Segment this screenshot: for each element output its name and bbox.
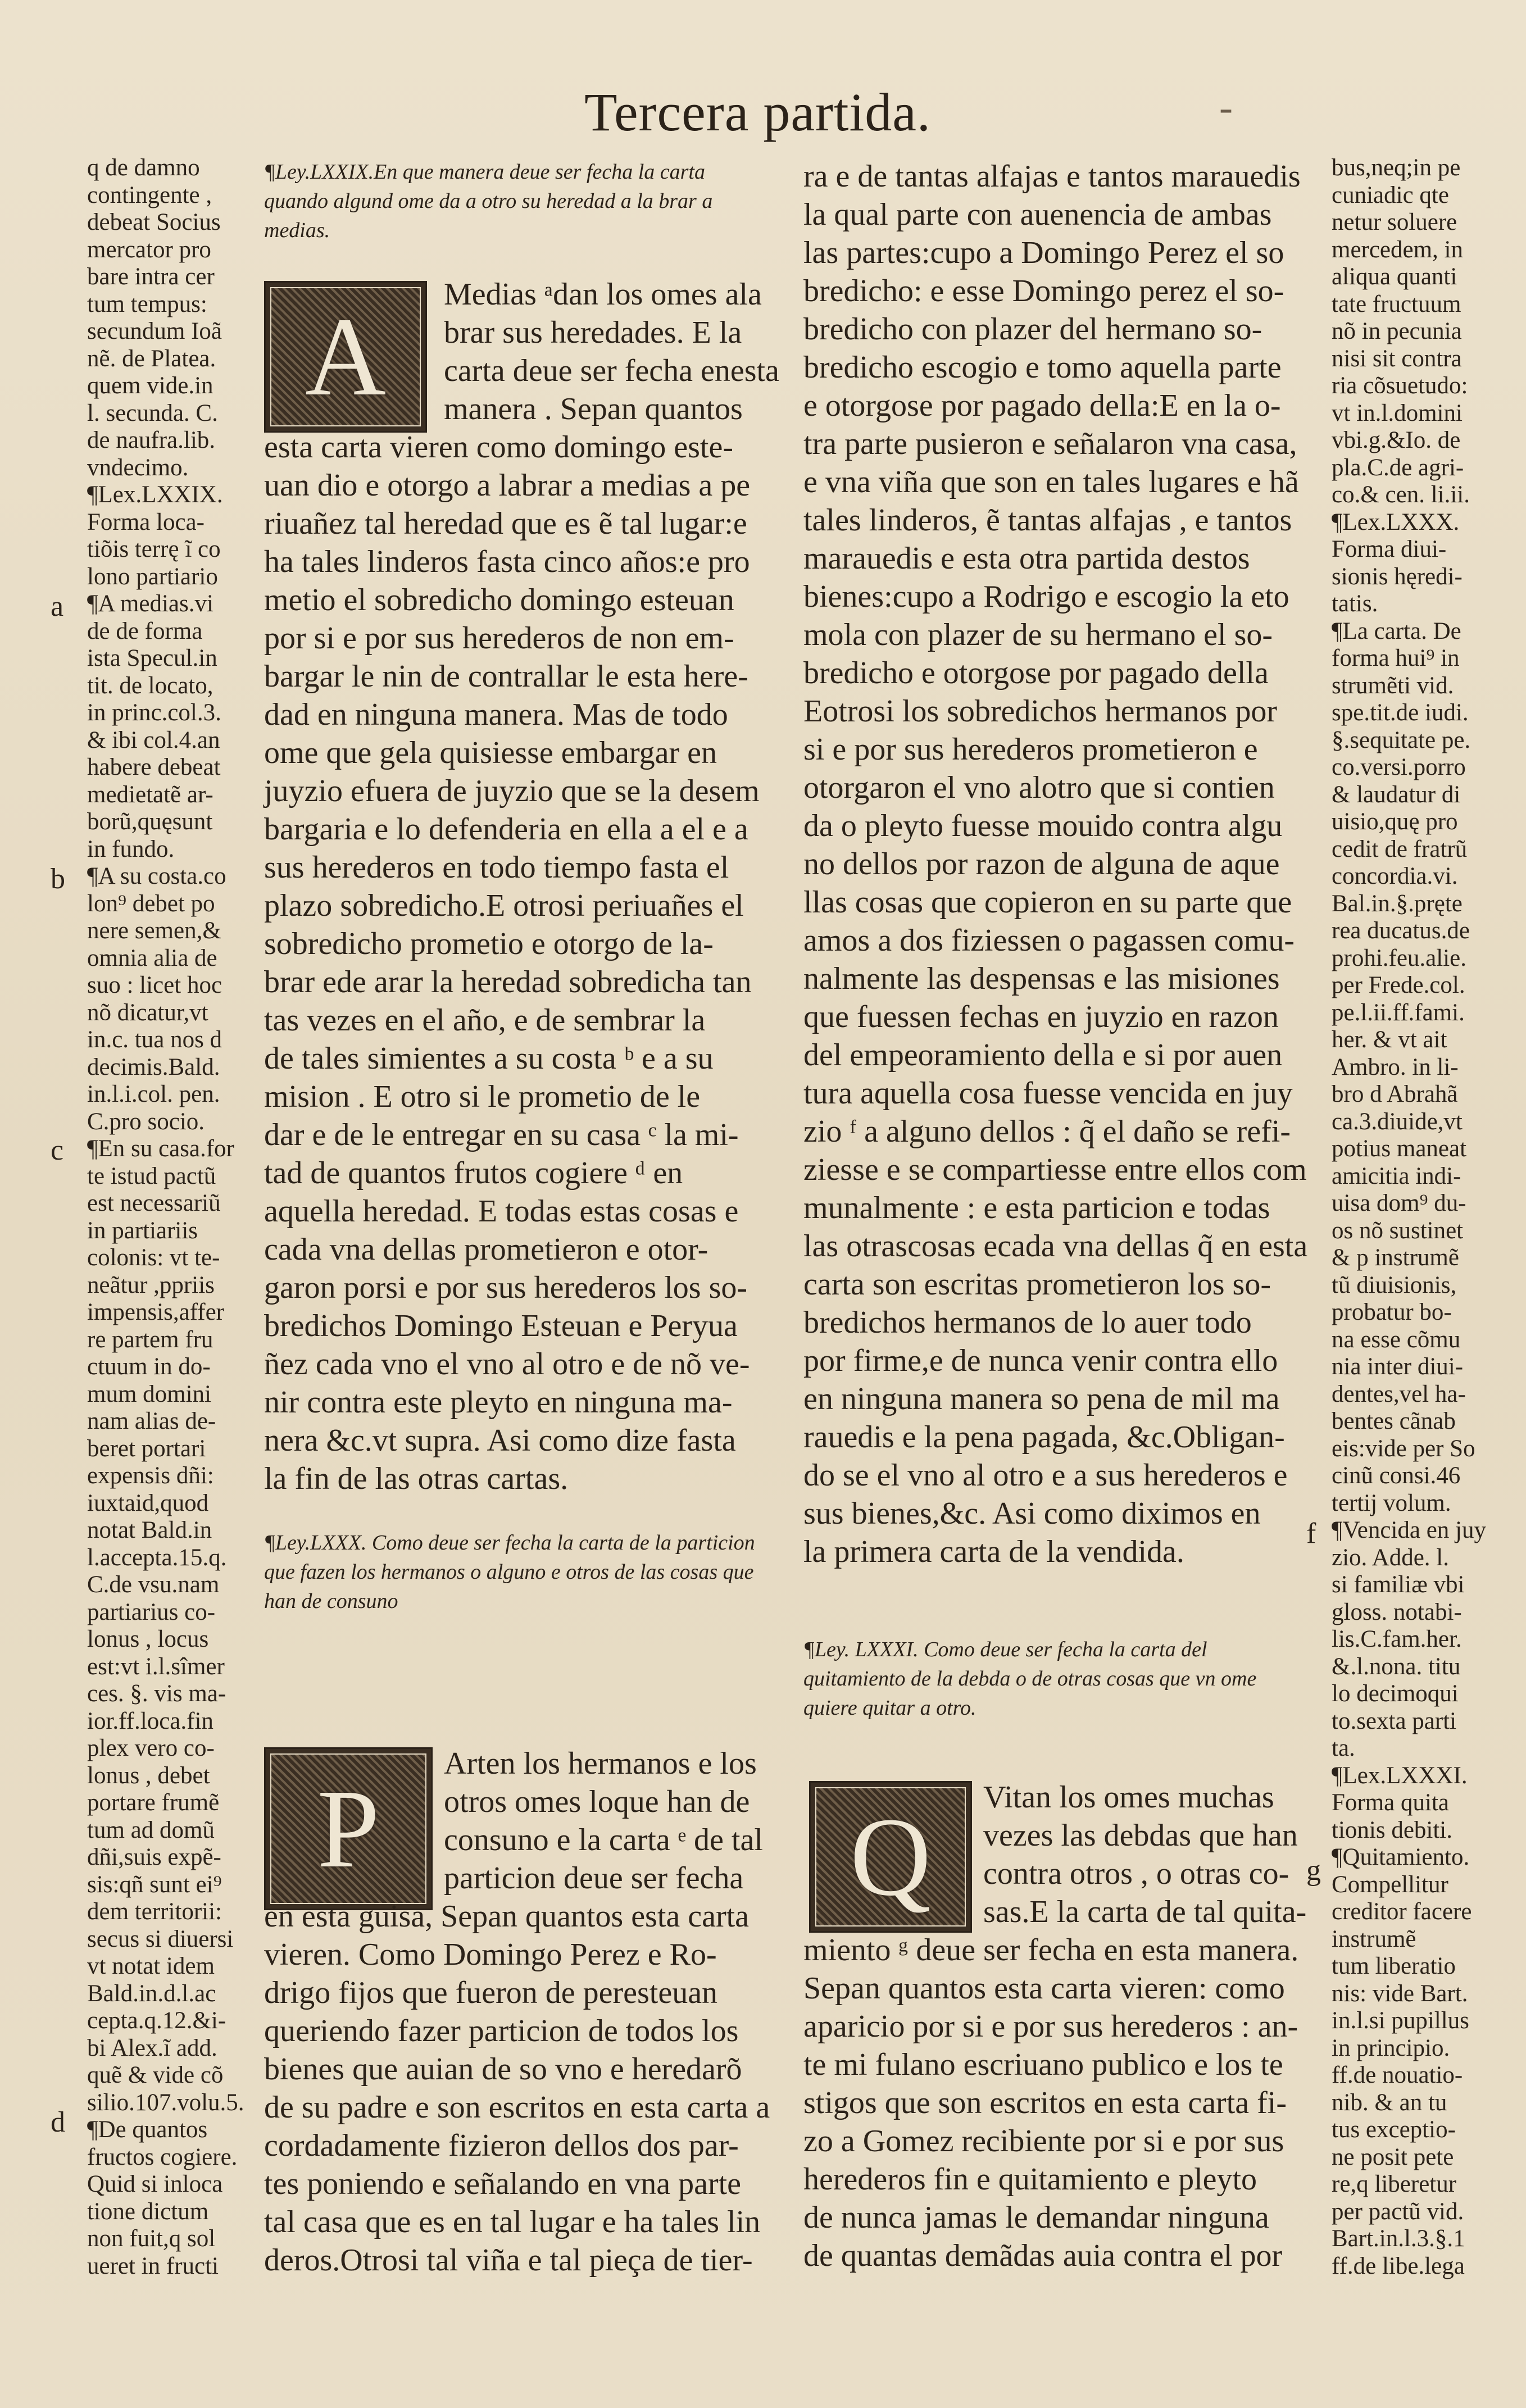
text-line: ha tales linderos fasta cinco años:e pro [264,544,750,579]
text-line: la fin de las otras cartas. [264,1461,569,1496]
text-line: de nunca jamas le demandar ninguna [803,2200,1269,2235]
text-line: mercator pro [87,236,211,263]
text-line: plazo sobredicho.E otrosi periuañes el [264,888,744,923]
gloss-letter-f: f [1306,1518,1316,1550]
text-line: ¶La carta. De [1332,617,1461,644]
text-line: in.l.i.col. pen. [87,1081,220,1107]
text-line: uan dio e otorgo a labrar a medias a pe [264,468,751,503]
text-line: re partem fru [87,1326,214,1353]
text-line: no dellos por razon de alguna de aque [803,847,1280,882]
text-line: iuxtaid,quod [87,1489,209,1516]
text-line: otorgaron el vno alotro que si contien [803,770,1275,805]
text-line: tad de quantos frutos cogiere ᵈ en [264,1156,683,1191]
text-line: ne posit pete [1332,2143,1454,2170]
text-line: contra otros , o otras co- [983,1856,1289,1891]
text-line: re,q liberetur [1332,2171,1457,2197]
text-line: metio el sobredicho domingo esteuan [264,583,734,617]
text-line: las partes:cupo a Domingo Perez el so [803,235,1284,270]
text-line: mercedem, in [1332,236,1464,263]
text-line: bredichos hermanos de lo auer todo [803,1305,1252,1340]
text-line: contingente , [87,181,212,208]
text-line: cada vna dellas prometieron e otor- [264,1232,708,1267]
text-line: e vna viña que son en tales lugares e hã [803,465,1299,499]
text-line: nir contra este pleyto en ninguna ma- [264,1385,733,1420]
text-line: &.l.nona. titu [1332,1653,1461,1680]
text-line: lono partiario [87,563,218,590]
text-line: ra e de tantas alfajas e tantos marauedis [803,159,1301,194]
text-line: ior.ff.loca.fin [87,1707,214,1734]
text-line: de tales simientes a su costa ᵇ e a su [264,1041,714,1076]
text-line: uisa dom⁹ du- [1332,1190,1466,1216]
text-line: aquella heredad. E todas estas cosas e [264,1194,739,1229]
text-line: cinũ consi.46 [1332,1462,1461,1489]
text-line: bi Alex.ĩ add. [87,2034,217,2061]
text-line: & p instrumẽ [1332,1244,1459,1271]
text-line: do se el vno al otro e a sus herederos e [803,1458,1288,1493]
text-line: ome que gela quisiesse embargar en [264,735,717,770]
gloss-letter-b: b [51,863,65,895]
text-line: na esse cõmu [1332,1326,1461,1353]
text-line: cuniadic qte [1332,181,1449,208]
text-line: colonis: vt te- [87,1244,220,1271]
text-line: en ninguna manera so pena de mil ma [803,1382,1280,1416]
text-line: Vitan los omes muchas [983,1780,1274,1815]
text-line: ff.de libe.lega [1332,2252,1465,2279]
text-line: e otorgose por pagado della:E en la o- [803,388,1281,423]
text-line: te istud pactũ [87,1162,216,1189]
ley81-text-indented [983,1778,1307,1931]
text-line: ¶En su casa.for [87,1135,234,1162]
text-line: to.sexta parti [1332,1707,1457,1734]
text-line: l.accepta.15.q. [87,1544,227,1571]
text-line: ueret in fructi [87,2252,219,2279]
text-line: secundum Ioã [87,318,222,344]
text-line: bredicho escogio e tomo aquella parte [803,350,1282,385]
text-line: secus si diuersi [87,1925,234,1952]
text-line: zio. Adde. l. [1332,1544,1449,1571]
text-line: gloss. notabi- [1332,1598,1462,1625]
text-line: de su padre e son escritos en esta carta a [264,2090,770,2125]
text-line: deros.Otrosi tal viña e tal pieça de tier- [264,2243,753,2278]
text-line: nam alias de- [87,1408,216,1434]
text-line: brar ede arar la heredad sobredicha tan [264,965,752,999]
text-line: particion deue ser fecha [444,1861,744,1896]
text-line: tas vezes en el año, e de sembrar la [264,1003,706,1038]
text-line: llas cosas que copieron en su parte que [803,885,1292,920]
text-line: tus exceptio- [1332,2116,1456,2143]
text-line: instrumẽ [1332,1925,1416,1952]
ley81-text [803,1931,1298,2275]
ley81-initial [809,1781,972,1933]
text-line: dñi,suis expẽ- [87,1844,221,1870]
text-line: her. & vt ait [1332,1026,1447,1053]
text-line: non fuit,q sol [87,2225,216,2252]
text-line: tum tempus: [87,290,207,317]
text-line: si e por sus herederos prometieron e [803,732,1258,767]
text-line: tes poniendo e señalando en vna parte [264,2166,742,2201]
text-line: munalmente : e esta particion e todas [803,1191,1270,1225]
text-line: amos a dos fiziessen o pagassen comu- [803,923,1295,958]
text-line: ta. [1332,1735,1355,1761]
text-line: probatur bo- [1332,1299,1452,1325]
ley81-initial-letter: Q [850,1794,932,1919]
text-line: da o pleyto fuesse mouido contra algu [803,808,1283,843]
ley79-text-indented [444,275,779,428]
text-line: mision . E otro si le prometio de le [264,1079,701,1114]
text-line: nis: vide Bart. [1332,1980,1468,2007]
text-line: cepta.q.12.&i- [87,2007,226,2034]
gloss-letter-g: g [1306,1855,1321,1887]
text-line: tum ad domũ [87,1816,215,1843]
text-line: tatis. [1332,590,1378,617]
text-line: esta carta vieren como domingo este- [264,430,733,465]
text-line: bredicho e otorgose por pagado della [803,656,1269,690]
text-line: cedit de fratrũ [1332,835,1468,862]
text-line: pe.l.ii.ff.fami. [1332,999,1465,1026]
gloss-letter-a: a [51,590,64,623]
text-line: potius maneat [1332,1135,1467,1162]
text-line: por firme,e de nunca venir contra ello [803,1343,1278,1378]
text-line: in principio. [1332,2034,1450,2061]
ley79-text [264,428,759,1498]
text-line: tra parte pusieron e señalaron vna casa, [803,426,1297,461]
text-line: cordadamente fizieron dellos dos par- [264,2128,739,2163]
text-line: ca.3.diuide,vt [1332,1108,1463,1135]
text-line: lonus , debet [87,1762,210,1789]
text-line: ista Specul.in [87,645,217,671]
text-line: nera &c.vt supra. Asi como dize fasta [264,1423,736,1458]
text-line: Sepan quantos esta carta vieren: como [803,1971,1285,2006]
text-line: lo decimoqui [1332,1680,1459,1707]
text-line: ¶Lex.LXXX. [1332,508,1460,535]
text-line: tate fructuum [1332,290,1461,317]
text-line: si familiæ vbi [1332,1571,1465,1598]
text-line: ria cõsuetudo: [1332,372,1468,399]
text-line: borũ,quęsunt [87,808,213,835]
text-line: ces. §. vis ma- [87,1680,226,1707]
text-line: l. secunda. C. [87,399,218,426]
text-line: miento ᵍ deue ser fecha en esta manera. [803,1933,1299,1968]
text-line: vt notat idem [87,1953,215,1979]
text-line: spe.tit.de iudi. [1332,699,1469,726]
text-line: zio ᶠ a alguno dellos : q̃ el daño se refi- [803,1114,1291,1149]
text-line: Arten los hermanos e los [444,1746,757,1781]
text-line: netur soluere [1332,209,1457,235]
text-line: de de forma [87,617,203,644]
text-line: tertij volum. [1332,1489,1451,1516]
text-line: ¶Lex.LXXXI. [1332,1762,1468,1789]
text-line: in princ.col.3. [87,699,221,726]
text-line: lis.C.fam.her. [1332,1626,1462,1652]
text-line: sionis hęredi- [1332,563,1463,590]
text-line: os nõ sustinet [1332,1217,1464,1244]
text-line: garon porsi e por sus herederos los so- [264,1270,748,1305]
text-line: est necessariũ [87,1190,221,1216]
text-line: vndecimo. [87,454,189,481]
text-line: prohi.feu.alie. [1332,944,1466,971]
text-line: vezes las debdas que han [983,1818,1298,1853]
text-line: co.versi.porro [1332,754,1466,780]
text-line: bienes que auian de so vno e heredarõ [264,2052,742,2087]
ley79-initial [264,281,427,433]
text-line: manera . Sepan quantos [444,392,743,426]
text-line: decimis.Bald. [87,1053,220,1080]
text-line: portare frumẽ [87,1789,220,1816]
text-line: C.de vsu.nam [87,1571,220,1598]
text-line: drigo fijos que fueron de peresteuan [264,1975,718,2010]
text-line: tit. de locato, [87,672,214,699]
text-line: in.l.si pupillus [1332,2007,1469,2034]
text-line: strumẽti vid. [1332,672,1454,699]
gloss-letter-c: c [51,1134,64,1166]
text-line: sus bienes,&c. Asi como diximos en [803,1496,1261,1531]
text-line: & laudatur di [1332,781,1461,808]
text-line: Quid si inloca [87,2171,223,2197]
text-line: tal casa que es en tal lugar e ha tales lin [264,2205,761,2239]
text-line: stigos que son escritos en esta carta fi- [803,2086,1287,2120]
margin-mark: - [1219,85,1233,130]
text-line: Bart.in.l.3.§.1 [1332,2225,1465,2252]
text-line: nib. & an tu [1332,2089,1447,2116]
text-line: in fundo. [87,835,175,862]
text-line: pla.C.de agri- [1332,454,1464,481]
text-line: aparicio por si e por sus herederos : an- [803,2009,1298,2044]
text-line: de quantas demãdas auia contra el por [803,2238,1283,2273]
text-line: sus herederos en todo tiempo fasta el [264,850,729,885]
text-line: plex vero co- [87,1735,215,1761]
text-line: bargaria e lo defenderia en ella a el e a [264,812,748,847]
text-line: suo : licet hoc [87,972,222,998]
text-line: neãtur ,ppriis [87,1271,215,1298]
text-line: ziesse e se compartiesse entre ellos com [803,1152,1307,1187]
text-line: silio.107.volu.5. [87,2089,244,2116]
ley80-initial [264,1747,433,1910]
text-line: ¶A su costa.co [87,863,226,889]
text-line: nẽ. de Platea. [87,345,216,372]
text-line: nalmente las despensas e las misiones [803,961,1280,996]
text-line: fructos cogiere. [87,2143,238,2170]
text-line: tiõis terrę ĩ co [87,536,221,562]
text-line: tione dictum [87,2198,209,2225]
text-line: vt in.l.domini [1332,399,1463,426]
ley80-heading: ¶Ley.LXXX. Como deue ser fecha la carta de la particion que fazen los hermanos o alguno e otros de las cosas que han de consuno [264,1531,755,1613]
text-line: nõ in pecunia [1332,318,1462,344]
text-line: zo a Gomez recibiente por si e por sus [803,2124,1284,2159]
text-line: medietatẽ ar- [87,781,214,808]
text-line: C.pro socio. [87,1108,205,1135]
text-line: per pactũ vid. [1332,2198,1464,2225]
text-line: herederos fin e quitamiento e pleyto [803,2162,1257,2197]
text-line: dentes,vel ha- [1332,1380,1466,1407]
gloss-letter-d: d [51,2106,65,2138]
ley80-text [264,1897,770,2279]
text-line: uisio,quę pro [1332,808,1458,835]
text-line: ¶Vencida en juy [1332,1517,1487,1543]
text-line: aliqua quanti [1332,263,1457,290]
text-line: bienes:cupo a Rodrigo e escogio la eto [803,579,1289,614]
text-line: bus,neq;in pe [1332,155,1461,181]
text-line: consuno e la carta ᵉ de tal [444,1823,763,1857]
text-line: bentes cãnab [1332,1408,1456,1434]
text-line: nia inter diui- [1332,1353,1464,1380]
col2-text [803,157,1308,1571]
text-line: nere semen,& [87,917,221,944]
text-line: impensis,affer [87,1299,224,1325]
text-line: vieren. Como Domingo Perez e Ro- [264,1937,717,1972]
text-line: Bal.in.§.pręte [1332,890,1463,917]
text-line: nõ dicatur,vt [87,999,208,1026]
right-gloss [1332,155,1500,2280]
text-line: en esta guisa, Sepan quantos esta carta [264,1899,750,1934]
text-line: te mi fulano escriuano publico e los te [803,2047,1283,2082]
text-line: mum domini [87,1380,211,1407]
text-line: marauedis e esta otra partida destos [803,541,1250,576]
text-line: bredicho con plazer del hermano so- [803,312,1262,347]
text-line: ¶A medias.vi [87,590,214,617]
text-line: vbi.g.&Io. de [1332,427,1461,453]
text-line: las otrascosas ecada vna dellas q̃ en esta [803,1229,1308,1264]
text-line: in partiariis [87,1217,198,1244]
text-line: bare intra cer [87,263,215,290]
running-head: Tercera partida. [584,82,931,142]
text-line: Ambro. in li- [1332,1053,1459,1080]
text-line: lonus , locus [87,1626,209,1652]
text-line: Forma quita [1332,1789,1449,1816]
text-line: brar sus heredades. E la [444,315,742,350]
text-line: ¶De quantos [87,2116,208,2143]
text-line: por si e por sus herederos de non em- [264,621,734,656]
text-line: dem territorii: [87,1898,222,1925]
text-line: otros omes loque han de [444,1784,750,1819]
text-line: tales linderos, ẽ tantas alfajas , e tantos [803,503,1292,538]
text-line: Forma loca- [87,508,205,535]
text-line: bredicho: e esse Domingo perez el so- [803,274,1284,308]
ley81-heading: ¶Ley. LXXXI. Como deue ser fecha la carta del quitamiento de la debda o de otras cosas que vn ome quiere quitar a otro. [803,1638,1257,1720]
text-line: beret portari [87,1435,206,1462]
text-line: riuañez tal heredad que es ẽ tal lugar:e [264,506,747,541]
ley80-initial-letter: P [317,1766,380,1891]
text-line: de naufra.lib. [87,427,216,453]
text-line: la qual parte con auenencia de ambas [803,197,1272,232]
ley80-text-indented [444,1744,763,1897]
left-gloss [87,155,250,2280]
text-line: Forma diui- [1332,536,1447,562]
text-line: q de damno [87,155,200,181]
text-line: tionis debiti. [1332,1816,1452,1843]
text-line: concordia.vi. [1332,863,1458,889]
text-line: que fuessen fechas en juyzio en razon [803,999,1279,1034]
text-line: & ibi col.4.an [87,726,220,753]
text-line: creditor facere [1332,1898,1472,1925]
text-line: sobredicho prometio e otorgo de la- [264,926,714,961]
text-line: eis:vide per So [1332,1435,1475,1462]
ley79-heading: ¶Ley.LXXIX.En que manera deue ser fecha la carta quando algund ome da a otro su heredad a la brar a medias. [264,160,713,242]
text-line: tura aquella cosa fuesse vencida en juy [803,1076,1293,1111]
text-line: Compellitur [1332,1871,1448,1898]
text-line: Medias ᵃdan los omes ala [444,277,762,312]
text-line: tum liberatio [1332,1953,1456,1979]
text-line: per Frede.col. [1332,972,1465,998]
text-line: juyzio efuera de juyzio que se la desem [264,774,760,808]
text-line: rea ducatus.de [1332,917,1470,944]
text-line: notat Bald.in [87,1517,212,1543]
text-line: dar e de le entregar en su casa ᶜ la mi- [264,1117,739,1152]
text-line: ¶Quitamiento. [1332,1844,1470,1870]
text-line: in.c. tua nos d [87,1026,222,1053]
text-line: mola con plazer de su hermano el so- [803,617,1273,652]
text-line: co.& cen. li.ii. [1332,481,1470,508]
text-line: queriendo fazer particion de todos los [264,2014,739,2048]
text-line: la primera carta de la vendida. [803,1534,1184,1569]
text-line: carta son escritas prometieron los so- [803,1267,1271,1302]
text-line: debeat Socius [87,209,221,235]
text-line: quem vide.in [87,372,214,399]
text-line: habere debeat [87,754,221,780]
text-line: bro d Abrahã [1332,1081,1458,1107]
text-line: carta deue ser fecha enesta [444,353,779,388]
text-line: bredichos Domingo Esteuan e Peryua [264,1309,738,1343]
text-line: expensis dñi: [87,1462,214,1489]
text-line: rauedis e la pena pagada, &c.Obligan- [803,1420,1285,1455]
text-line: ctuum in do- [87,1353,211,1380]
text-line: est:vt i.l.sîmer [87,1653,225,1680]
text-line: omnia alia de [87,944,217,971]
text-line: sis:qñ sunt ei⁹ [87,1871,222,1898]
text-line: Eotrosi los sobredichos hermanos por [803,694,1277,729]
text-line: ñez cada vno el vno al otro e de nõ ve- [264,1347,750,1382]
text-line: amicitia indi- [1332,1162,1461,1189]
text-line: sas.E la carta de tal quita- [983,1894,1307,1929]
text-line: ¶Lex.LXXIX. [87,481,223,508]
text-line: dad en ninguna manera. Mas de todo [264,697,728,732]
text-line: nisi sit contra [1332,345,1462,372]
text-line: ff.de nouatio- [1332,2062,1463,2088]
text-line: partiarius co- [87,1598,216,1625]
text-line: §.sequitate pe. [1332,726,1471,753]
text-line: forma hui⁹ in [1332,645,1460,671]
text-line: del empeoramiento della e si por auen [803,1038,1283,1073]
text-line: Bald.in.d.l.ac [87,1980,216,2007]
text-line: tũ diuisionis, [1332,1271,1457,1298]
ley79-initial-letter: A [305,294,387,419]
text-line: quẽ & vide cõ [87,2062,224,2088]
text-line: lon⁹ debet po [87,890,215,917]
text-line: bargar le nin de contrallar le esta here- [264,659,748,694]
